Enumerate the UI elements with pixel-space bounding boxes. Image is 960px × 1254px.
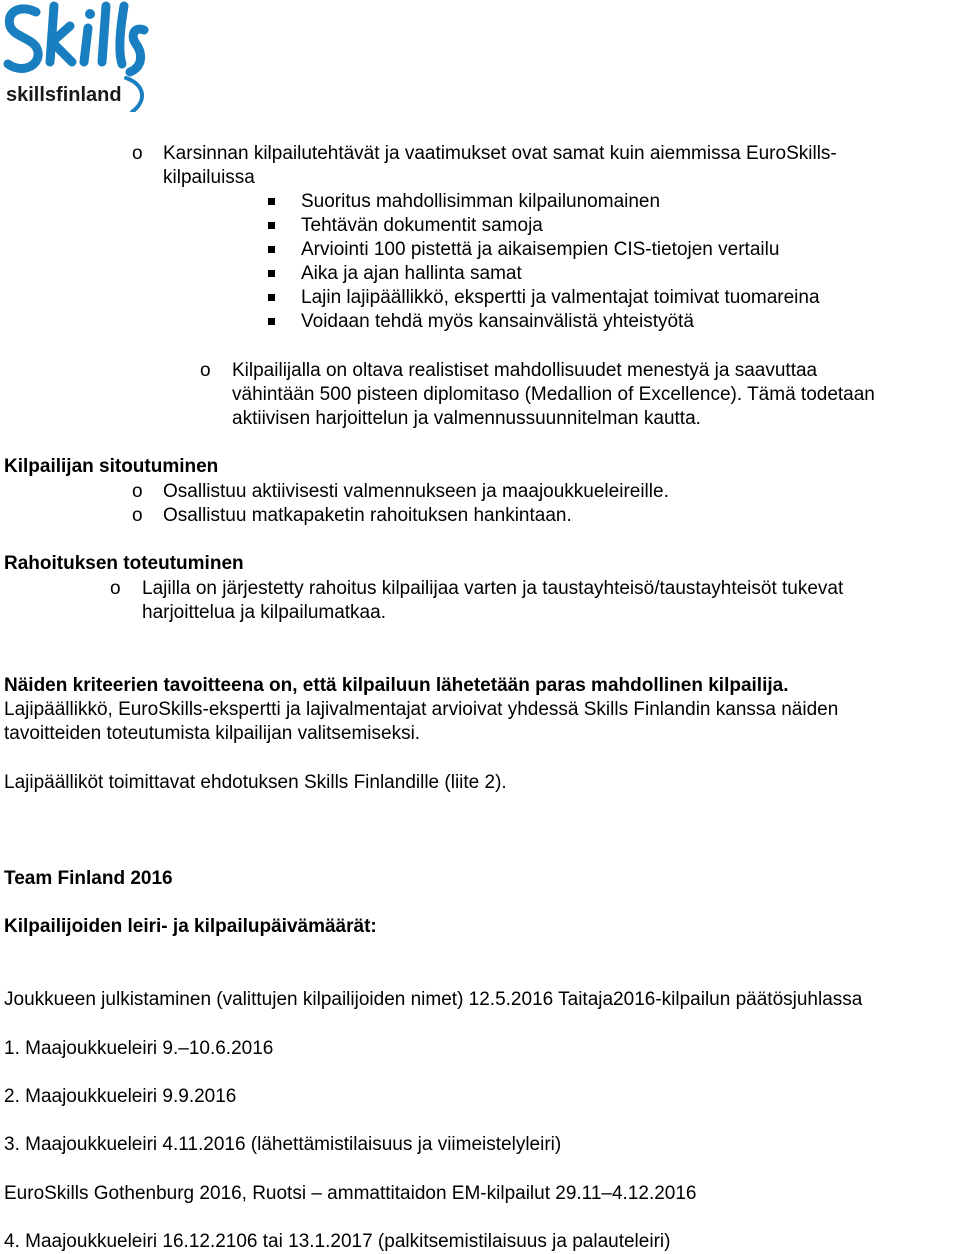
circle-bullet: o: [132, 143, 143, 164]
circle-bullet: o: [132, 505, 143, 526]
circle-bullet: o: [200, 360, 211, 381]
karsinta-subitem: Lajin lajipäällikkö, ekspertti ja valmentajat toimivat tuomareina: [301, 287, 820, 308]
karsinta-subitem: Suoritus mahdollisimman kilpailunomainen: [301, 191, 661, 212]
square-bullet-icon: [268, 198, 275, 205]
realistic-line: vähintään 500 pisteen diplomitaso (Medallion of Excellence). Tämä todetaan: [232, 384, 875, 405]
summary-proposal: Lajipäälliköt toimittavat ehdotuksen Skills Finlandille (liite 2).: [4, 772, 507, 793]
summary-bold-line: Näiden kriteerien tavoitteena on, että kilpailuun lähetetään paras mahdollinen kilpailija.: [4, 675, 789, 696]
karsinta-item-line1: Karsinnan kilpailutehtävät ja vaatimukset ovat samat kuin aiemmissa EuroSkills-: [163, 143, 837, 164]
sitoutuminen-item: Osallistuu aktiivisesti valmennukseen ja maajoukkueleireille.: [163, 481, 669, 502]
event-line: 4. Maajoukkueleiri 16.12.2106 tai 13.1.2017 (palkitsemistilaisuus ja palauteleiri): [4, 1231, 671, 1252]
karsinta-subitem: Voidaan tehdä myös kansainvälistä yhteistyötä: [301, 311, 694, 332]
karsinta-subitem: Tehtävän dokumentit samoja: [301, 215, 543, 236]
skills-finland-logo: [2, 0, 152, 112]
square-bullet-icon: [268, 222, 275, 229]
summary-line: Lajipäällikkö, EuroSkills-ekspertti ja lajivalmentajat arvioivat yhdessä Skills Finlandin kanssa näiden: [4, 699, 839, 720]
summary-line: tavoitteiden toteutumista kilpailijan valitsemiseksi.: [4, 723, 421, 744]
event-line: 1. Maajoukkueleiri 9.–10.6.2016: [4, 1038, 274, 1059]
realistic-line: aktiivisen harjoittelun ja valmennussuunnitelman kautta.: [232, 408, 701, 429]
circle-bullet: o: [110, 578, 121, 599]
karsinta-subitem: Aika ja ajan hallinta samat: [301, 263, 522, 284]
square-bullet-icon: [268, 294, 275, 301]
dates-heading: Kilpailijoiden leiri- ja kilpailupäivämäärät:: [4, 916, 377, 937]
realistic-line: Kilpailijalla on oltava realistiset mahdollisuudet menestyä ja saavuttaa: [232, 360, 818, 381]
logo-subtitle: skillsfinland: [6, 84, 122, 106]
team-title: Team Finland 2016: [4, 868, 173, 889]
event-line: Joukkueen julkistaminen (valittujen kilpailijoiden nimet) 12.5.2016 Taitaja2016-kilpailun päätösjuhlassa: [4, 989, 863, 1010]
circle-bullet: o: [132, 481, 143, 502]
square-bullet-icon: [268, 246, 275, 253]
event-line: EuroSkills Gothenburg 2016, Ruotsi – ammattitaidon EM-kilpailut 29.11–4.12.2016: [4, 1183, 697, 1204]
karsinta-item-line2: kilpailuissa: [163, 167, 255, 188]
square-bullet-icon: [268, 318, 275, 325]
event-line: 3. Maajoukkueleiri 4.11.2016 (lähettämistilaisuus ja viimeistelyleiri): [4, 1134, 562, 1155]
karsinta-subitem: Arviointi 100 pistettä ja aikaisempien CIS-tietojen vertailu: [301, 239, 780, 260]
sitoutuminen-heading: Kilpailijan sitoutuminen: [4, 456, 219, 477]
rahoitus-line: harjoittelua ja kilpailumatkaa.: [142, 602, 386, 623]
square-bullet-icon: [268, 270, 275, 277]
event-line: 2. Maajoukkueleiri 9.9.2016: [4, 1086, 237, 1107]
rahoitus-heading: Rahoituksen toteutuminen: [4, 553, 244, 574]
rahoitus-line: Lajilla on järjestetty rahoitus kilpailijaa varten ja taustayhteisö/taustayhteisöt tukevat: [142, 578, 844, 599]
sitoutuminen-item: Osallistuu matkapaketin rahoituksen hankintaan.: [163, 505, 572, 526]
